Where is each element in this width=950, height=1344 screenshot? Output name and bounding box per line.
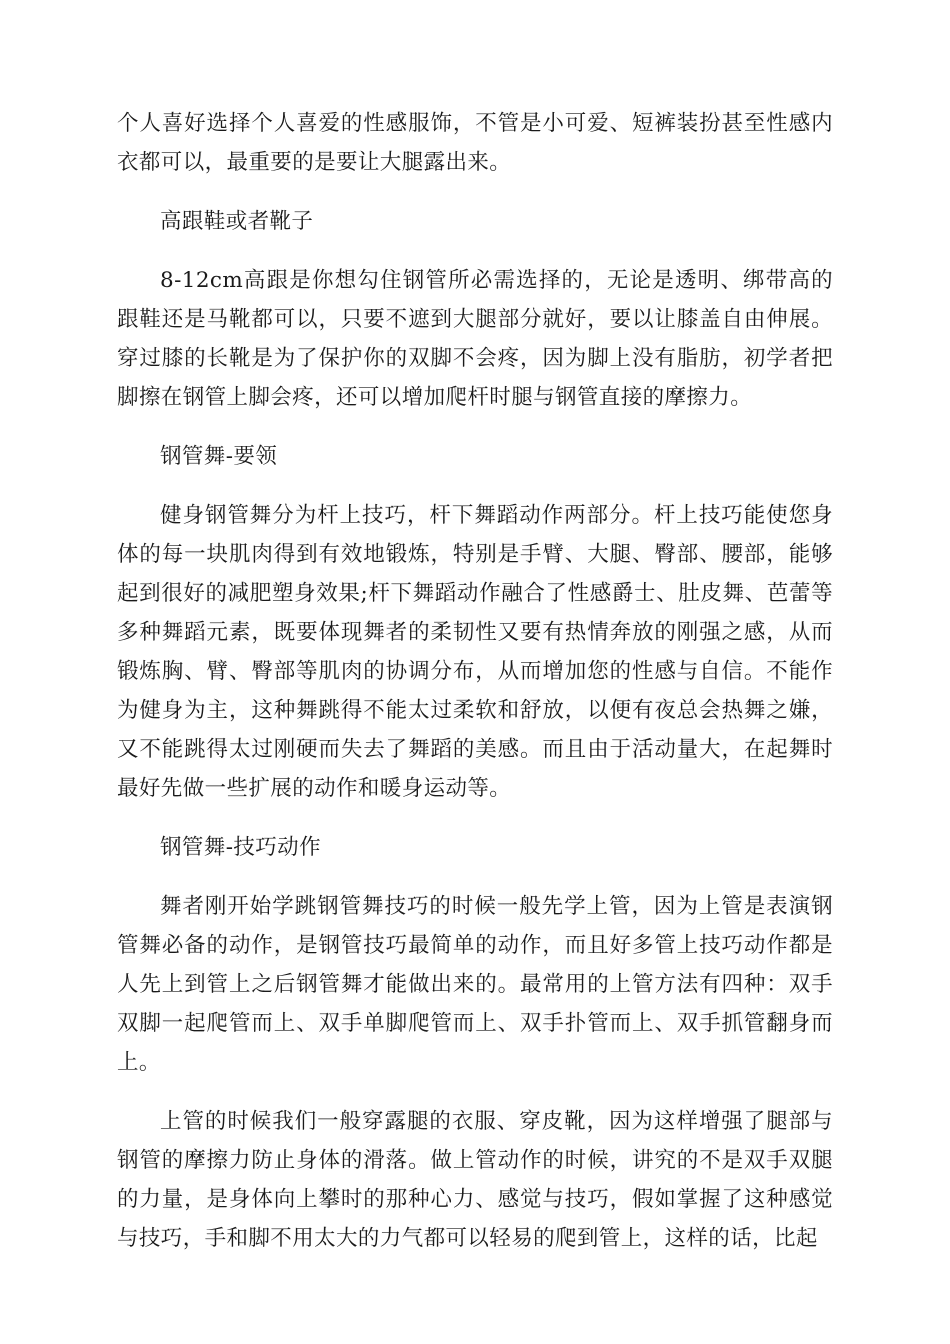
heading-techniques: 钢管舞-技巧动作	[160, 835, 321, 860]
document-page	[117, 104, 833, 1258]
paragraph-outfit: 个人喜好选择个人喜爱的性感服饰，不管是小可爱、短裤装扮甚至性感内衣都可以，最重要的是要让大腿露出来。	[117, 111, 833, 175]
paragraph-mounting: 舞者刚开始学跳钢管舞技巧的时候一般先学上管，因为上管是表演钢管舞必备的动作，是钢管技巧最简单的动作，而且好多管上技巧动作都是人先上到管上之后钢管舞才能做出来的。最常用的上管方法有四种：双手双脚一起爬管而上、双手单脚爬管而上、双手扑管而上、双手抓管翻身而上。	[117, 894, 833, 1075]
paragraph-heels: 8-12cm高跟是你想勾住钢管所必需选择的，无论是透明、绑带高的跟鞋还是马靴都可以，只要不遮到大腿部分就好，要以让膝盖自由伸展。穿过膝的长靴是为了保护你的双脚不会疼，因为脚上没有脂肪，初学者把脚擦在钢管上脚会疼，还可以增加爬杆时腿与钢管直接的摩擦力。	[117, 268, 833, 410]
paragraph-clothing-friction: 上管的时候我们一般穿露腿的衣服、穿皮靴，因为这样增强了腿部与钢管的摩擦力防止身体的滑落。做上管动作的时候，讲究的不是双手双腿的力量，是身体向上攀时的那种心力、感觉与技巧，假如掌握了这种感觉与技巧，手和脚不用太大的力气都可以轻易的爬到管上，这样的话，比起	[117, 1109, 833, 1251]
paragraph-essentials: 健身钢管舞分为杆上技巧，杆下舞蹈动作两部分。杆上技巧能使您身体的每一块肌肉得到有效地锻炼，特别是手臂、大腿、臀部、腰部，能够起到很好的减肥塑身效果;杆下舞蹈动作融合了性感爵士、肚皮舞、芭蕾等多种舞蹈元素，既要体现舞者的柔韧性又要有热情奔放的刚强之感，从而锻炼胸、臂、臀部等肌肉的协调分布，从而增加您的性感与自信。不能作为健身为主，这种舞跳得不能太过柔软和舒放，以便有夜总会热舞之嫌，又不能跳得太过刚硬而失去了舞蹈的美感。而且由于活动量大，在起舞时最好先做一些扩展的动作和暖身运动等。	[117, 503, 833, 801]
heading-heels-boots: 高跟鞋或者靴子	[160, 209, 314, 234]
heading-essentials: 钢管舞-要领	[160, 444, 278, 469]
